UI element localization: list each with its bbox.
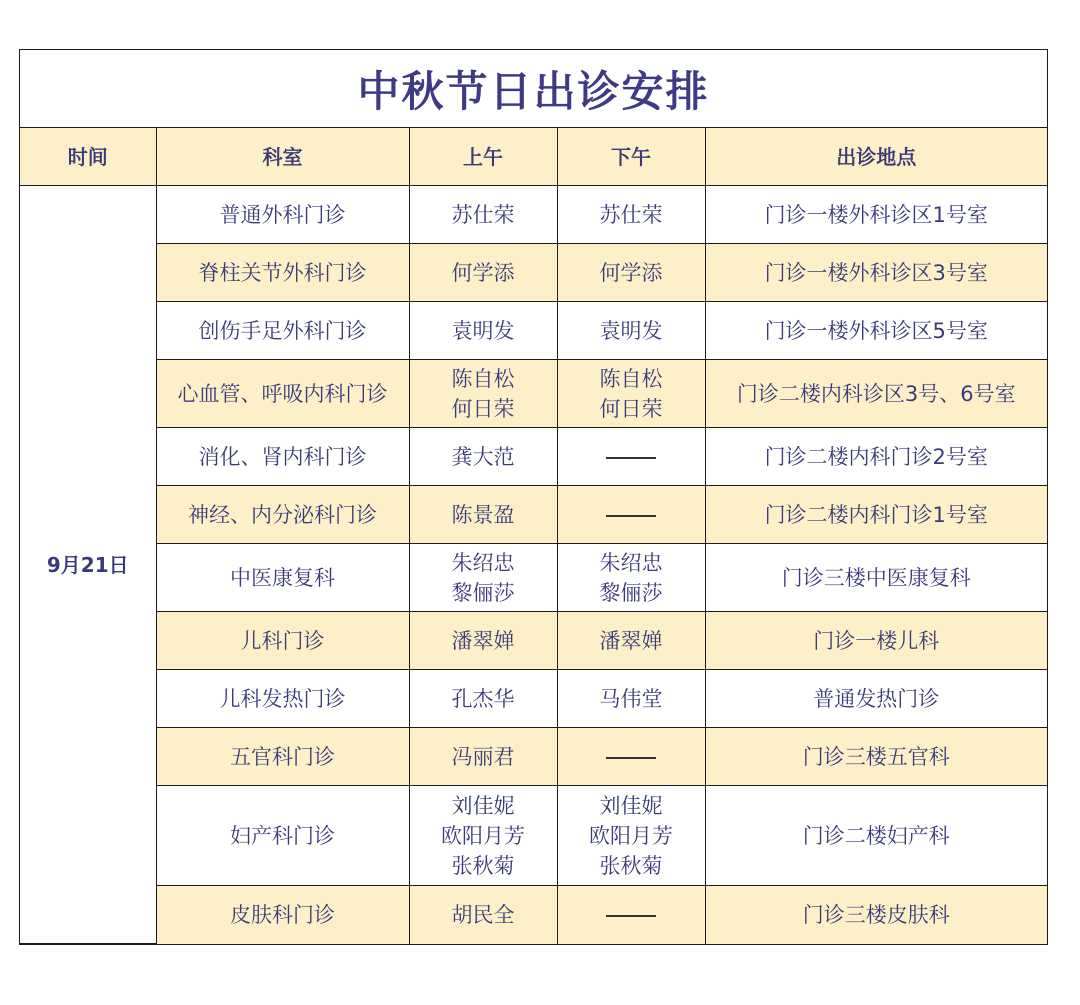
doctor-name: 刘佳妮 (451, 793, 515, 818)
doctor-name: 陈自松 (599, 366, 663, 391)
afternoon-doctor-cell (557, 486, 705, 544)
afternoon-doctor-cell (557, 302, 705, 360)
location-cell: 门诊三楼皮肤科 (705, 886, 1047, 944)
morning-doctor-cell (409, 886, 557, 944)
afternoon-doctor-cell (557, 670, 705, 728)
doctor-name: 朱绍忠 (451, 550, 515, 575)
doctor-name: 苏仕荣 (599, 202, 663, 227)
table-row (20, 612, 1047, 670)
doctor-name: 孔杰华 (451, 686, 515, 711)
doctor-name: 陈景盈 (451, 502, 515, 527)
location-cell: 门诊二楼内科诊区3号、6号室 (705, 360, 1047, 428)
doctor-name: 苏仕荣 (451, 202, 515, 227)
afternoon-doctor-cell (557, 544, 705, 612)
afternoon-doctor-cell (557, 786, 705, 886)
doctor-name: 陈自松 (451, 366, 515, 391)
afternoon-doctor-cell (557, 186, 705, 244)
location-cell: 门诊二楼内科门诊2号室 (705, 428, 1047, 486)
location-cell: 门诊一楼儿科 (705, 612, 1047, 670)
morning-doctor-cell (409, 244, 557, 302)
doctor-name: 黎俪莎 (599, 580, 663, 605)
department-cell: 创伤手足外科门诊 (156, 302, 409, 360)
doctor-name: 张秋菊 (451, 853, 515, 878)
afternoon-doctor-cell (557, 886, 705, 944)
header-morning: 上午 (409, 128, 557, 186)
doctor-name: 欧阳月芳 (589, 823, 673, 848)
table-row (20, 428, 1047, 486)
morning-doctor-cell (409, 428, 557, 486)
doctor-name: 张秋菊 (599, 853, 663, 878)
morning-doctor-cell (409, 612, 557, 670)
location-cell: 门诊三楼五官科 (705, 728, 1047, 786)
afternoon-doctor-cell (557, 360, 705, 428)
doctor-name: 马伟堂 (599, 686, 663, 711)
department-cell: 五官科门诊 (156, 728, 409, 786)
doctor-name: 黎俪莎 (451, 580, 515, 605)
doctor-name: 潘翠婵 (451, 628, 515, 653)
location-cell: 门诊一楼外科诊区5号室 (705, 302, 1047, 360)
no-service-dash (606, 457, 656, 459)
table-row (20, 544, 1047, 612)
no-service-dash (606, 915, 656, 917)
doctor-name: 欧阳月芳 (441, 823, 525, 848)
department-cell: 脊柱关节外科门诊 (156, 244, 409, 302)
afternoon-doctor-cell (557, 244, 705, 302)
header-afternoon: 下午 (557, 128, 705, 186)
department-cell: 神经、内分泌科门诊 (156, 486, 409, 544)
page-title: 中秋节日出诊安排 (20, 50, 1047, 128)
no-service-dash (606, 515, 656, 517)
department-cell: 普通外科门诊 (156, 186, 409, 244)
table-row (20, 302, 1047, 360)
location-cell: 门诊二楼内科门诊1号室 (705, 486, 1047, 544)
date-cell: 9月21日 (20, 186, 156, 944)
location-cell: 普通发热门诊 (705, 670, 1047, 728)
doctor-name: 何学添 (599, 260, 663, 285)
table-row (20, 486, 1047, 544)
table-row (20, 728, 1047, 786)
department-cell: 皮肤科门诊 (156, 886, 409, 944)
afternoon-doctor-cell (557, 728, 705, 786)
department-cell: 儿科发热门诊 (156, 670, 409, 728)
schedule-table (20, 128, 1047, 944)
morning-doctor-cell (409, 728, 557, 786)
morning-doctor-cell (409, 186, 557, 244)
table-row (20, 360, 1047, 428)
department-cell: 妇产科门诊 (156, 786, 409, 886)
doctor-name: 潘翠婵 (599, 628, 663, 653)
table-row (20, 786, 1047, 886)
morning-doctor-cell (409, 486, 557, 544)
table-row (20, 886, 1047, 944)
morning-doctor-cell (409, 544, 557, 612)
location-cell: 门诊一楼外科诊区3号室 (705, 244, 1047, 302)
table-row (20, 670, 1047, 728)
no-service-dash (606, 757, 656, 759)
department-cell: 中医康复科 (156, 544, 409, 612)
schedule-sheet (19, 49, 1048, 945)
table-row (20, 186, 1047, 244)
table-row (20, 244, 1047, 302)
header-location: 出诊地点 (705, 128, 1047, 186)
doctor-name: 龚大范 (451, 444, 515, 469)
morning-doctor-cell (409, 302, 557, 360)
doctor-name: 袁明发 (451, 318, 515, 343)
location-cell: 门诊三楼中医康复科 (705, 544, 1047, 612)
department-cell: 儿科门诊 (156, 612, 409, 670)
afternoon-doctor-cell (557, 612, 705, 670)
doctor-name: 何日荣 (451, 396, 515, 421)
location-cell: 门诊二楼妇产科 (705, 786, 1047, 886)
doctor-name: 何日荣 (599, 396, 663, 421)
department-cell: 心血管、呼吸内科门诊 (156, 360, 409, 428)
doctor-name: 刘佳妮 (599, 793, 663, 818)
afternoon-doctor-cell (557, 428, 705, 486)
morning-doctor-cell (409, 360, 557, 428)
header-department: 科室 (156, 128, 409, 186)
doctor-name: 冯丽君 (451, 744, 515, 769)
doctor-name: 何学添 (451, 260, 515, 285)
morning-doctor-cell (409, 786, 557, 886)
location-cell: 门诊一楼外科诊区1号室 (705, 186, 1047, 244)
morning-doctor-cell (409, 670, 557, 728)
department-cell: 消化、肾内科门诊 (156, 428, 409, 486)
doctor-name: 胡民全 (451, 902, 515, 927)
header-time: 时间 (20, 128, 156, 186)
header-row (20, 128, 1047, 186)
doctor-name: 朱绍忠 (599, 550, 663, 575)
doctor-name: 袁明发 (599, 318, 663, 343)
